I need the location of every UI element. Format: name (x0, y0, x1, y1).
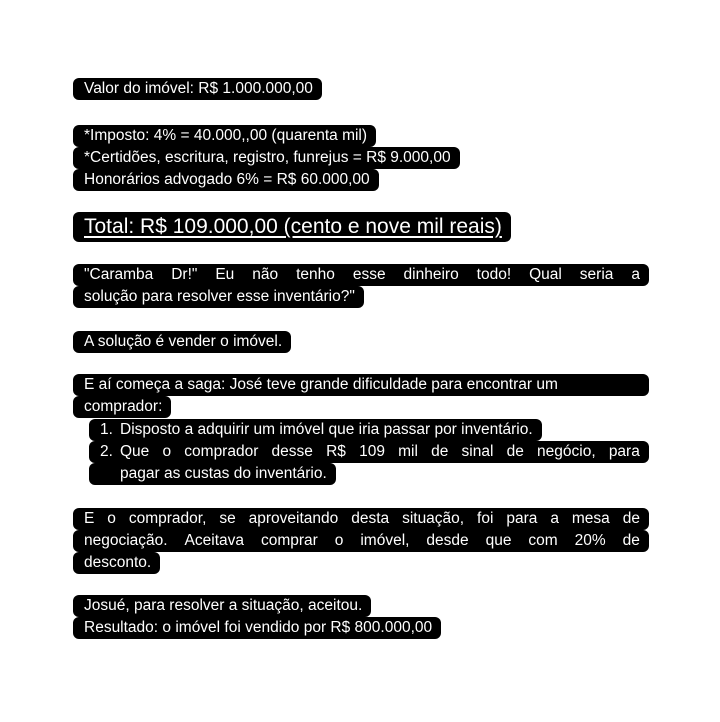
word: desse (271, 443, 313, 460)
word: que (485, 532, 512, 549)
word: Dr!" (171, 266, 198, 283)
word: foi (477, 510, 494, 527)
word: dinheiro (403, 266, 459, 283)
word: de (506, 443, 524, 460)
word: de (622, 532, 640, 549)
word: "Caramba (84, 266, 154, 283)
word: desde (426, 532, 469, 549)
word: de (431, 443, 449, 460)
word: comprador, (128, 510, 207, 527)
word: para (608, 443, 640, 460)
word: comprador (184, 443, 259, 460)
word: todo! (476, 266, 512, 283)
word: E (84, 510, 95, 527)
word: seria (579, 266, 614, 283)
result-line: Resultado: o imóvel foi vendido por R$ 800.000,00 (73, 617, 441, 639)
property-value-line: Valor do imóvel: R$ 1.000.000,00 (73, 78, 322, 100)
word: Eu (215, 266, 235, 283)
word: Qual (529, 266, 562, 283)
word: sinal (461, 443, 494, 460)
word: para (506, 510, 538, 527)
list-item-1-text: Disposto a adquirir um imóvel que iria passar por inventário. (120, 421, 533, 438)
word: o (162, 443, 172, 460)
saga-line-2: comprador: (73, 396, 171, 418)
word: não (252, 266, 279, 283)
word: se (219, 510, 236, 527)
lawyer-fees-line: Honorários advogado 6% = R$ 60.000,00 (73, 169, 379, 191)
word: 20% (574, 532, 606, 549)
solution-line: A solução é vender o imóvel. (73, 331, 291, 353)
negotiation-line-3: desconto. (73, 552, 160, 574)
word: a (631, 266, 640, 283)
saga-line-1: E aí começa a saga: José teve grande dificuldade para encontrar um (73, 374, 649, 396)
list-item-2-text (120, 441, 640, 463)
word: aproveitando (248, 510, 339, 527)
word: de (622, 510, 640, 527)
negotiation-line-2 (73, 530, 649, 552)
word: imóvel, (360, 532, 410, 549)
word: 109 (359, 443, 385, 460)
word: desta (351, 510, 390, 527)
word: Que (120, 443, 150, 460)
word: esse (352, 266, 386, 283)
word: situação, (402, 510, 465, 527)
word: negociação. (84, 532, 168, 549)
tax-line: *Imposto: 4% = 40.000,,00 (quarenta mil) (73, 125, 376, 147)
question-line-1 (73, 264, 649, 286)
word: a (550, 510, 559, 527)
list-item-2-continued: pagar as custas do inventário. (89, 463, 336, 485)
word: mesa (571, 510, 610, 527)
negotiation-line-1 (73, 508, 649, 530)
total-line: Total: R$ 109.000,00 (cento e nove mil reais) (73, 212, 511, 242)
word: Aceitava (184, 532, 244, 549)
list-item-2 (89, 441, 649, 463)
word: mil (398, 443, 418, 460)
list-item-1-number: 1. (100, 421, 113, 438)
question-line-2: solução para resolver esse inventário?" (73, 286, 364, 308)
word: R$ (326, 443, 346, 460)
word: o (334, 532, 344, 549)
certificates-line: *Certidões, escritura, registro, funrejus = R$ 9.000,00 (73, 147, 460, 169)
word: comprar (260, 532, 318, 549)
word: o (107, 510, 116, 527)
list-item-1 (89, 419, 542, 441)
list-item-2-number: 2. (100, 443, 113, 460)
conclusion-line: Josué, para resolver a situação, aceitou. (73, 595, 371, 617)
word: com (528, 532, 558, 549)
word: negócio, (537, 443, 596, 460)
word: tenho (296, 266, 335, 283)
